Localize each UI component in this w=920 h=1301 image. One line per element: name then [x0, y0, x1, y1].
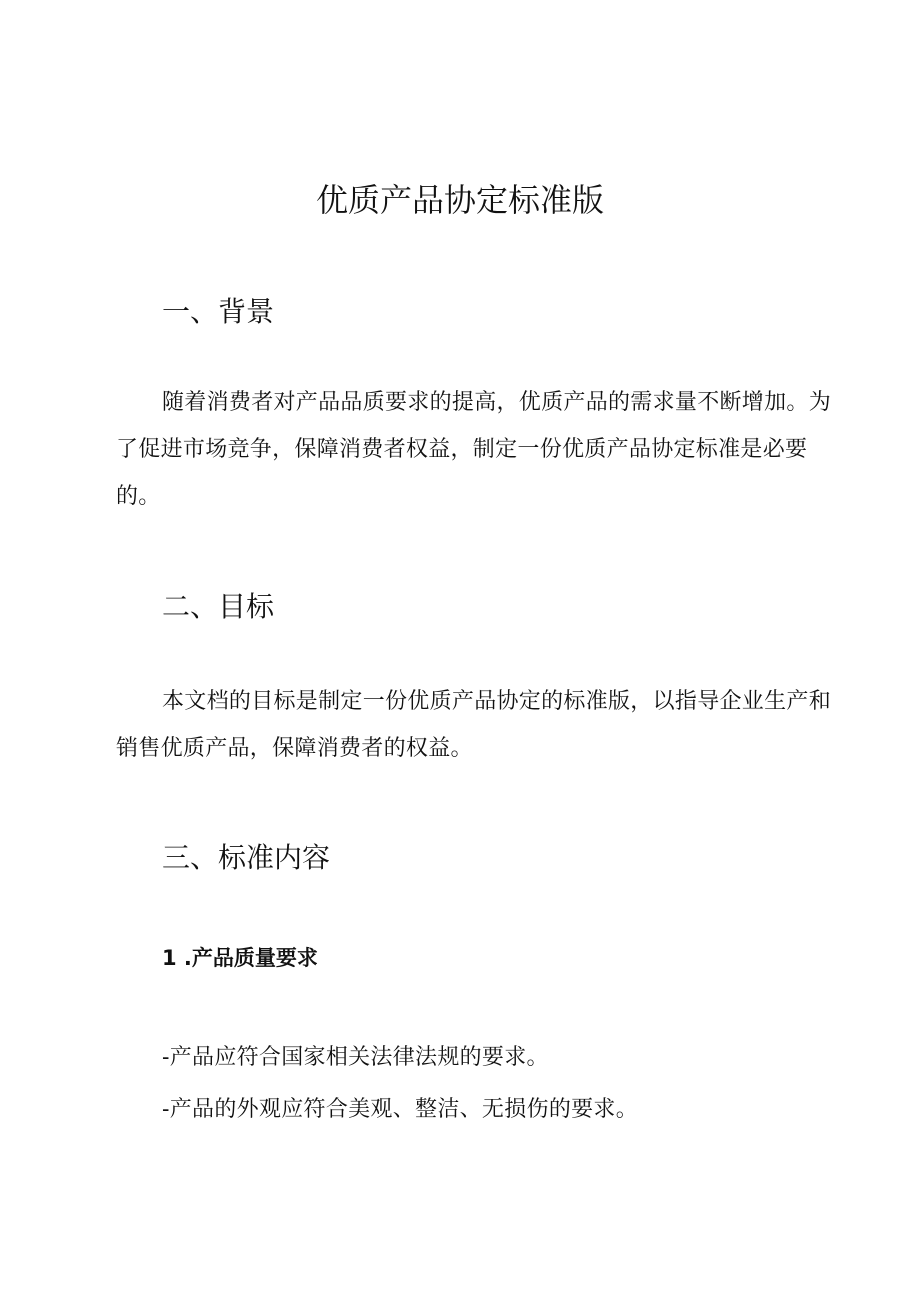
section-heading-goal: 二、目标	[162, 590, 275, 623]
document-title: 优质产品协定标准版	[315, 181, 604, 219]
section-paragraph-background: 随着消费者对产品品质要求的提高，优质产品的需求量不断增加。为了促进市场竞争，保障消费者权益，制定一份优质产品协定标准是必要的。	[116, 390, 832, 509]
subsection-heading-quality-requirements: 1 .产品质量要求	[162, 946, 318, 970]
section-heading-standard-content: 三、标准内容	[162, 841, 331, 874]
list-item: -产品应符合国家相关法律法规的要求。	[162, 1045, 549, 1070]
section-heading-background: 一、背景	[162, 295, 275, 328]
list-item: -产品的外观应符合美观、整洁、无损伤的要求。	[162, 1097, 639, 1122]
section-paragraph-goal: 本文档的目标是制定一份优质产品协定的标准版，以指导企业生产和销售优质产品，保障消费者的权益。	[116, 689, 832, 761]
